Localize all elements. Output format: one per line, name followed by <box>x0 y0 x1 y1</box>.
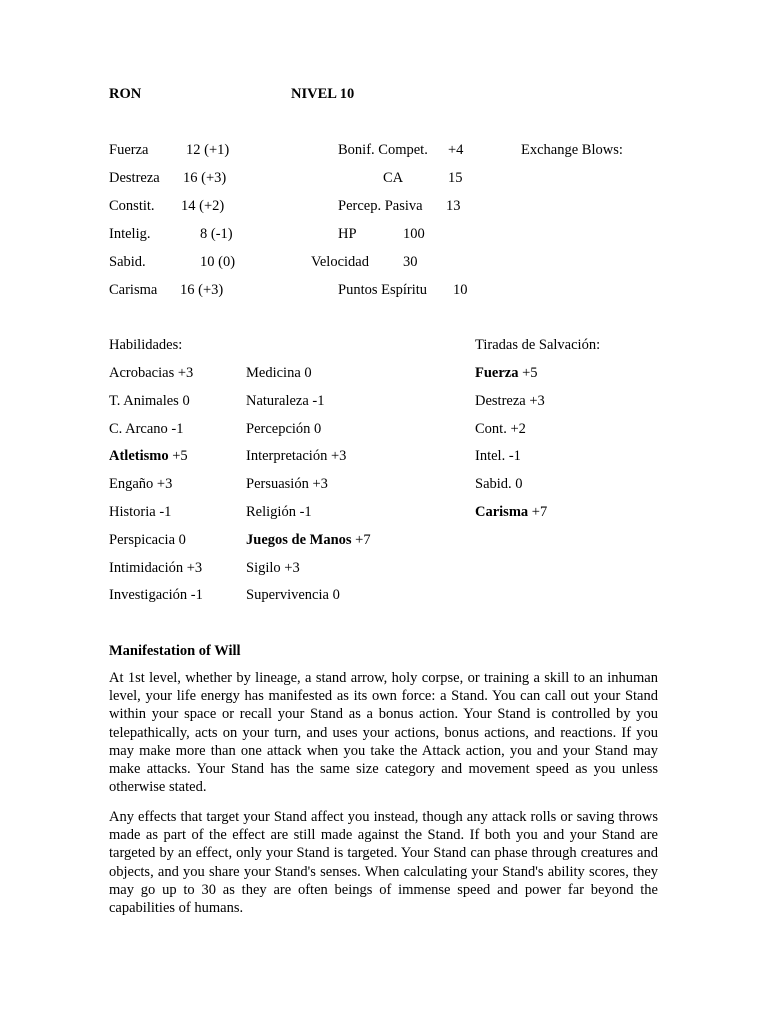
skill-item <box>109 365 193 382</box>
ability-label: Carisma <box>109 282 158 298</box>
skill-item <box>246 504 312 521</box>
ability-label: Sabid. <box>109 254 146 270</box>
save-item <box>475 476 523 493</box>
combat-value: 13 <box>446 198 461 214</box>
skill-item <box>246 365 312 382</box>
skill-item-value: +5 <box>168 448 188 465</box>
skill-item-name: Investigación <box>109 587 188 604</box>
save-item-name: Fuerza <box>475 365 519 381</box>
skill-item <box>246 560 300 577</box>
skill-item <box>109 448 188 465</box>
skill-item-name: Sigilo <box>246 559 281 576</box>
skill-item-name: Intimidación <box>109 559 184 576</box>
save-item-value: +7 <box>528 504 548 520</box>
skill-item-value: +3 <box>183 559 203 576</box>
save-item-name: Cont. <box>475 420 507 437</box>
skill-item-value: -1 <box>167 420 184 437</box>
ability-value: 16 (+3) <box>183 170 227 186</box>
feature-paragraph: Any effects that target your Stand affect you instead, though any attack rolls or saving throws made as part of the effect are still made against the Stand. If both you and your Stand are targeted by an effect, only your Stand is targeted. Your Stand can phase through creatures and objects, and you share your Stand's senses. When calculating your Stand's ability scores, they may go up to 30 as they are often beings of immense speed and power far beyond the capabilities of humans. <box>109 809 658 917</box>
ability-value: 12 (+1) <box>186 142 230 158</box>
skill-item-name: C. Arcano <box>109 420 168 437</box>
character-level: NIVEL 10 <box>291 86 355 102</box>
ability-value: 8 (-1) <box>200 226 233 242</box>
skill-item-name: Engaño <box>109 476 154 493</box>
skill-item <box>109 532 186 549</box>
save-item <box>475 421 526 438</box>
skill-item-name: Atletismo <box>109 448 169 465</box>
skill-item-value: +3 <box>280 559 300 576</box>
save-item <box>475 393 545 410</box>
skill-item-name: Naturaleza <box>246 392 309 409</box>
skill-item-name: Juegos de Manos <box>246 531 352 548</box>
skill-item <box>246 476 328 493</box>
skill-item <box>246 421 321 438</box>
skill-item-name: Medicina <box>246 365 301 381</box>
skill-item-value: -1 <box>295 504 312 520</box>
combat-label: Bonif. Compet. <box>338 142 428 158</box>
save-item-name: Destreza <box>475 392 526 409</box>
combat-label: Velocidad <box>311 254 369 270</box>
save-item-value: +5 <box>518 365 538 381</box>
combat-value: 15 <box>448 170 463 186</box>
skill-item <box>109 560 202 577</box>
skill-item-value: +3 <box>153 476 173 493</box>
skill-item-name: T. Animales <box>109 392 179 409</box>
save-item-name: Sabid. <box>475 476 512 493</box>
skill-item-name: Percepción <box>246 420 311 437</box>
ability-label: Fuerza <box>109 142 149 158</box>
save-item-value: 0 <box>511 476 523 493</box>
save-item <box>475 365 538 382</box>
combat-label: Puntos Espíritu <box>338 282 428 298</box>
combat-value: +4 <box>448 142 464 158</box>
skill-item-value: -1 <box>187 587 203 604</box>
skill-item <box>109 421 184 438</box>
skill-item <box>246 448 346 465</box>
combat-label: Percep. Pasiva <box>338 198 423 214</box>
skill-item-name: Religión <box>246 504 296 520</box>
skill-item-value: 0 <box>175 531 186 548</box>
skills-title: Habilidades: <box>109 337 183 353</box>
skill-item <box>246 532 371 549</box>
skill-item-value: -1 <box>155 504 172 520</box>
save-item-value: +3 <box>525 392 545 409</box>
ability-value: 14 (+2) <box>181 198 225 214</box>
ability-label: Destreza <box>109 170 160 186</box>
feature-title: Manifestation of Will <box>109 643 241 659</box>
skill-item <box>246 393 325 410</box>
ability-label: Constit. <box>109 198 155 214</box>
skill-item-value: 0 <box>328 587 340 604</box>
skill-item-name: Acrobacias <box>109 365 175 381</box>
save-item <box>475 504 547 521</box>
skill-item-value: +3 <box>327 448 347 465</box>
skill-item-value: +3 <box>174 365 194 381</box>
ability-value: 16 (+3) <box>180 282 224 298</box>
skill-item-name: Perspicacia <box>109 531 176 548</box>
save-item <box>475 448 521 465</box>
feature-paragraph: At 1st level, whether by lineage, a stand arrow, holy corpse, or training a skill to an inhuman level, your life energy has manifested as its own force: a Stand. You can call out your Stand within your space or recall your Stand as a bonus action. Your Stand is controlled by you telepathically, acts on your turn, and uses your actions, bonus actions, and reactions. If you may make more than one attack when you take the Attack action, you and your Stand may make attacks. Your Stand has the same size category and movement speed as you unless otherwise stated. <box>109 670 658 796</box>
save-item-name: Carisma <box>475 504 529 520</box>
ability-label: Intelig. <box>109 226 151 242</box>
exchange-blows-label: Exchange Blows: <box>521 142 623 158</box>
skill-item-value: +3 <box>308 476 328 493</box>
skill-item-name: Supervivencia <box>246 587 329 604</box>
skill-item-value: 0 <box>178 392 190 409</box>
save-item-value: -1 <box>505 448 521 465</box>
skill-item-name: Historia <box>109 504 156 520</box>
skill-item <box>246 587 340 604</box>
save-item-value: +2 <box>506 420 526 437</box>
save-item-name: Intel. <box>475 448 506 465</box>
skill-item-value: +7 <box>351 531 371 548</box>
saves-title: Tiradas de Salvación: <box>475 337 601 353</box>
combat-value: 100 <box>403 226 425 242</box>
skill-item-value: -1 <box>308 392 325 409</box>
skill-item-value: 0 <box>300 365 312 381</box>
combat-label: HP <box>338 226 357 242</box>
combat-value: 30 <box>403 254 418 270</box>
skill-item <box>109 587 203 604</box>
combat-value: 10 <box>453 282 468 298</box>
combat-label: CA <box>383 170 404 186</box>
skill-item-value: 0 <box>310 420 322 437</box>
skill-item <box>109 393 190 410</box>
character-name: RON <box>109 86 142 102</box>
skill-item <box>109 476 172 493</box>
ability-value: 10 (0) <box>200 254 236 270</box>
skill-item-name: Interpretación <box>246 448 328 465</box>
skill-item <box>109 504 171 521</box>
skill-item-name: Persuasión <box>246 476 309 493</box>
